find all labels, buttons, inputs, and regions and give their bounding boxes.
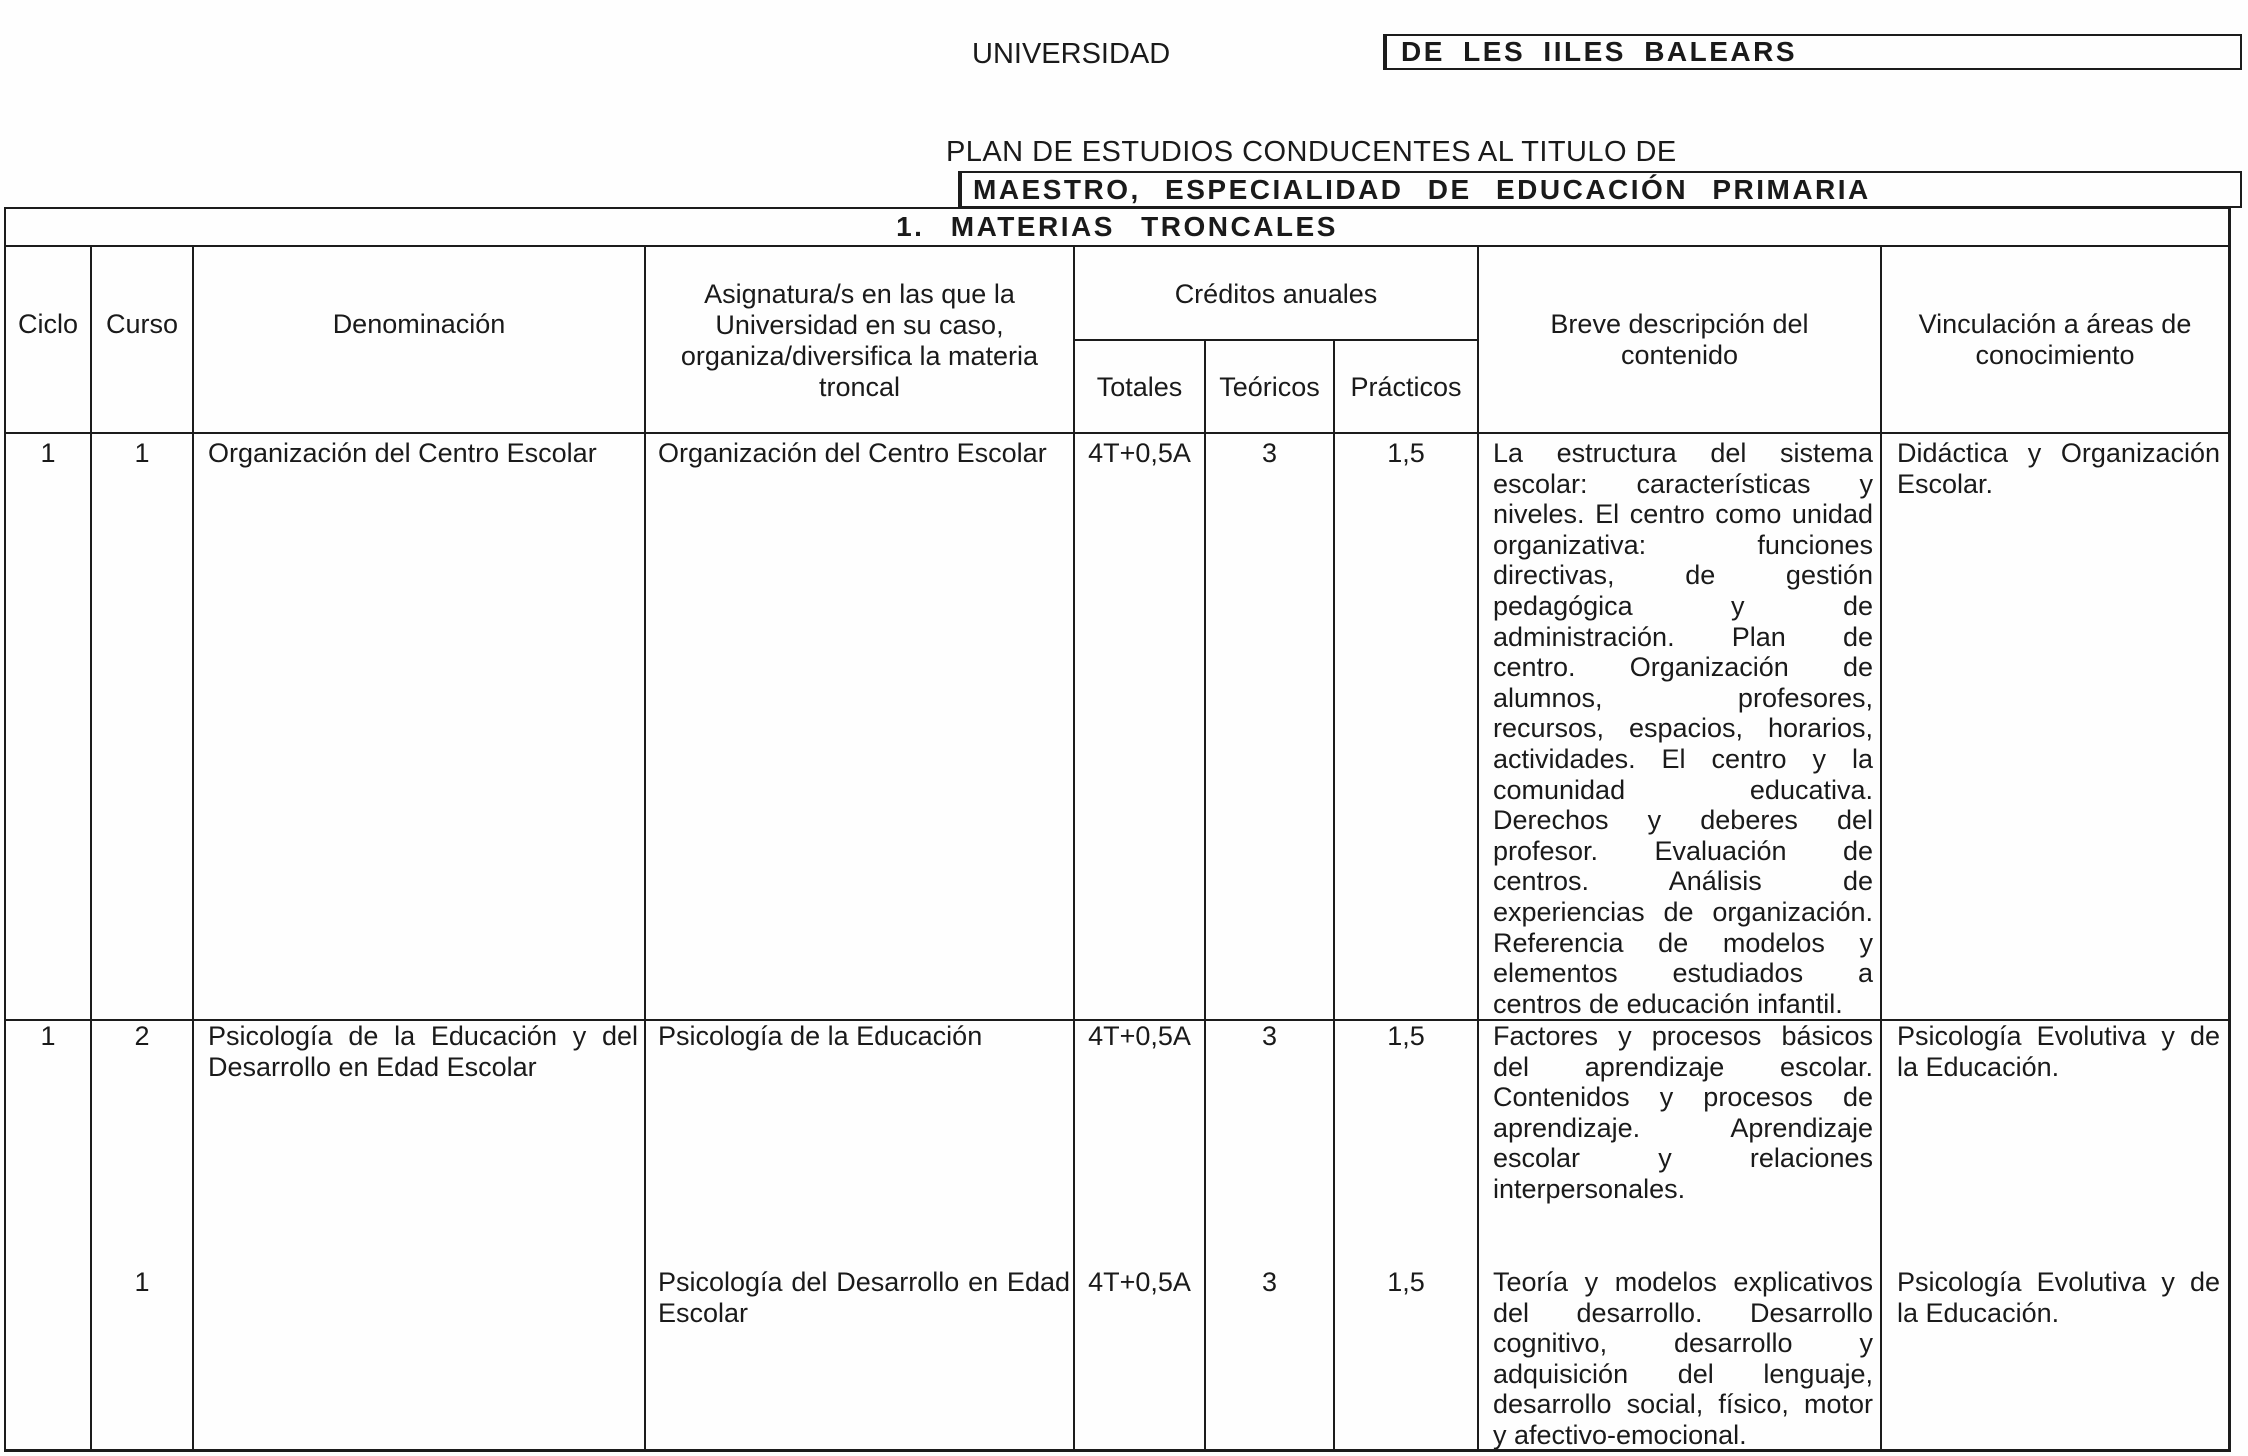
text-line: escolar y relaciones xyxy=(1493,1143,1873,1174)
row-1-asignatura xyxy=(646,434,1075,1021)
column-header-asignatura xyxy=(646,247,1075,434)
text-line: comunidad educativa. xyxy=(1493,774,1873,805)
text-line: Desarrollo en Edad Escolar xyxy=(208,1051,537,1082)
text-line: Escolar xyxy=(658,1297,749,1328)
text-line: actividades. El centro y la xyxy=(1493,743,1873,774)
row-2b-creditos-teoricos: 3 xyxy=(1206,1266,1335,1452)
row-1-vinculacion xyxy=(1882,434,2231,1021)
text-line: Organización del Centro Escolar xyxy=(658,438,1047,468)
row-1-descripcion xyxy=(1479,434,1882,1021)
row-2a-creditos-totales: 4T+0,5A xyxy=(1075,1021,1206,1266)
text-line: Universidad en su caso, xyxy=(715,310,1004,340)
text-line: desarrollo social, físico, motor xyxy=(1493,1389,1873,1420)
materias-troncales-table xyxy=(4,207,2231,1452)
row-1-ciclo: 1 xyxy=(6,434,92,1021)
text-line: conocimiento xyxy=(1975,340,2135,370)
row-2b-asignatura xyxy=(646,1266,1075,1452)
text-line: centro. Organización de xyxy=(1493,652,1873,683)
text-line: escolar: características y xyxy=(1493,468,1873,499)
text-line: profesor. Evaluación de xyxy=(1493,835,1873,866)
column-header-descripcion xyxy=(1479,247,1882,434)
row-2b-creditos-totales: 4T+0,5A xyxy=(1075,1266,1206,1452)
text-line: pedagógica y de xyxy=(1493,590,1873,621)
column-header-ciclo: Ciclo xyxy=(6,247,92,434)
text-line: recursos, espacios, horarios, xyxy=(1493,713,1873,744)
text-line: Contenidos y procesos de xyxy=(1493,1082,1873,1113)
row-1-creditos-teoricos: 3 xyxy=(1206,434,1335,1021)
text-line: administración. Plan de xyxy=(1493,621,1873,652)
text-line: organiza/diversifica la materia xyxy=(680,341,1039,371)
column-header-curso: Curso xyxy=(92,247,194,434)
text-line: interpersonales. xyxy=(1493,1173,1686,1204)
column-header-totales: Totales xyxy=(1075,341,1206,434)
text-line: Factores y procesos básicos xyxy=(1493,1021,1873,1051)
plan-label: PLAN DE ESTUDIOS CONDUCENTES AL TITULO DE xyxy=(946,136,1677,168)
text-line: Psicología del Desarrollo en Edad xyxy=(658,1267,1070,1297)
row-2a-asignatura xyxy=(646,1021,1075,1266)
column-header-practicos: Prácticos xyxy=(1335,341,1479,434)
column-header-creditos: Créditos anuales xyxy=(1075,247,1479,341)
row-2a-creditos-practicos: 1,5 xyxy=(1335,1021,1479,1266)
row-2-denominacion xyxy=(194,1021,646,1452)
text-line: Escolar. xyxy=(1897,468,1994,499)
row-2a-descripcion xyxy=(1479,1021,1882,1266)
text-line: alumnos, profesores, xyxy=(1493,682,1873,713)
degree-title-box: MAESTRO, ESPECIALIDAD DE EDUCACIÓN PRIMARIA xyxy=(958,171,2242,208)
text-line: Vinculación a áreas de xyxy=(1918,309,2192,339)
text-line: Psicología Evolutiva y de xyxy=(1897,1267,2220,1297)
text-line: Psicología Evolutiva y de xyxy=(1897,1021,2220,1051)
text-line: y afectivo-emocional. xyxy=(1493,1419,1747,1450)
row-1-creditos-totales: 4T+0,5A xyxy=(1075,434,1206,1021)
row-1-denominacion xyxy=(194,434,646,1021)
text-line: Organización del Centro Escolar xyxy=(208,438,597,468)
text-line: Referencia de modelos y xyxy=(1493,927,1873,958)
section-title: 1. MATERIAS TRONCALES xyxy=(6,209,2231,247)
text-line: Psicología de la Educación xyxy=(658,1021,983,1051)
text-line: Psicología de la Educación y del xyxy=(208,1021,638,1051)
row-2b-curso: 1 xyxy=(92,1266,194,1452)
university-name-box: DE LES IILES BALEARS xyxy=(1383,34,2242,70)
text-line: centros. Análisis de xyxy=(1493,866,1873,897)
text-line: experiencias de organización. xyxy=(1493,896,1873,927)
column-header-teoricos: Teóricos xyxy=(1206,341,1335,434)
row-2b-creditos-practicos: 1,5 xyxy=(1335,1266,1479,1452)
text-line: contenido xyxy=(1620,340,1739,370)
university-label: UNIVERSIDAD xyxy=(972,38,1171,70)
text-line: La estructura del sistema xyxy=(1493,438,1873,468)
text-line: la Educación. xyxy=(1897,1051,2060,1082)
row-2a-creditos-teoricos: 3 xyxy=(1206,1021,1335,1266)
text-line: Derechos y deberes del xyxy=(1493,805,1873,836)
text-line: Teoría y modelos explicativos xyxy=(1493,1267,1873,1297)
text-line: aprendizaje. Aprendizaje xyxy=(1493,1112,1873,1143)
text-line: cognitivo, desarrollo y xyxy=(1493,1328,1873,1359)
row-2-ciclo: 1 xyxy=(6,1021,92,1452)
text-line: la Educación. xyxy=(1897,1297,2060,1328)
row-1-creditos-practicos: 1,5 xyxy=(1335,434,1479,1021)
text-line: adquisición del lenguaje, xyxy=(1493,1358,1873,1389)
text-line: Didáctica y Organización xyxy=(1897,438,2220,468)
column-header-vinculacion xyxy=(1882,247,2231,434)
text-line: del desarrollo. Desarrollo xyxy=(1493,1297,1873,1328)
text-line: elementos estudiados a xyxy=(1493,958,1873,989)
text-line: niveles. El centro como unidad xyxy=(1493,499,1873,530)
text-line: troncal xyxy=(818,372,901,402)
text-line: directivas, de gestión xyxy=(1493,560,1873,591)
text-line: del aprendizaje escolar. xyxy=(1493,1051,1873,1082)
text-line: Breve descripción del xyxy=(1550,309,1809,339)
text-line: Asignatura/s en las que la xyxy=(704,279,1015,309)
row-2b-vinculacion xyxy=(1882,1266,2231,1452)
text-line: centros de educación infantil. xyxy=(1493,988,1843,1019)
column-header-denominacion: Denominación xyxy=(194,247,646,434)
row-1-curso: 1 xyxy=(92,434,194,1021)
text-line: organizativa: funciones xyxy=(1493,529,1873,560)
row-2a-vinculacion xyxy=(1882,1021,2231,1266)
row-2a-curso: 2 xyxy=(92,1021,194,1266)
row-2b-descripcion xyxy=(1479,1266,1882,1452)
